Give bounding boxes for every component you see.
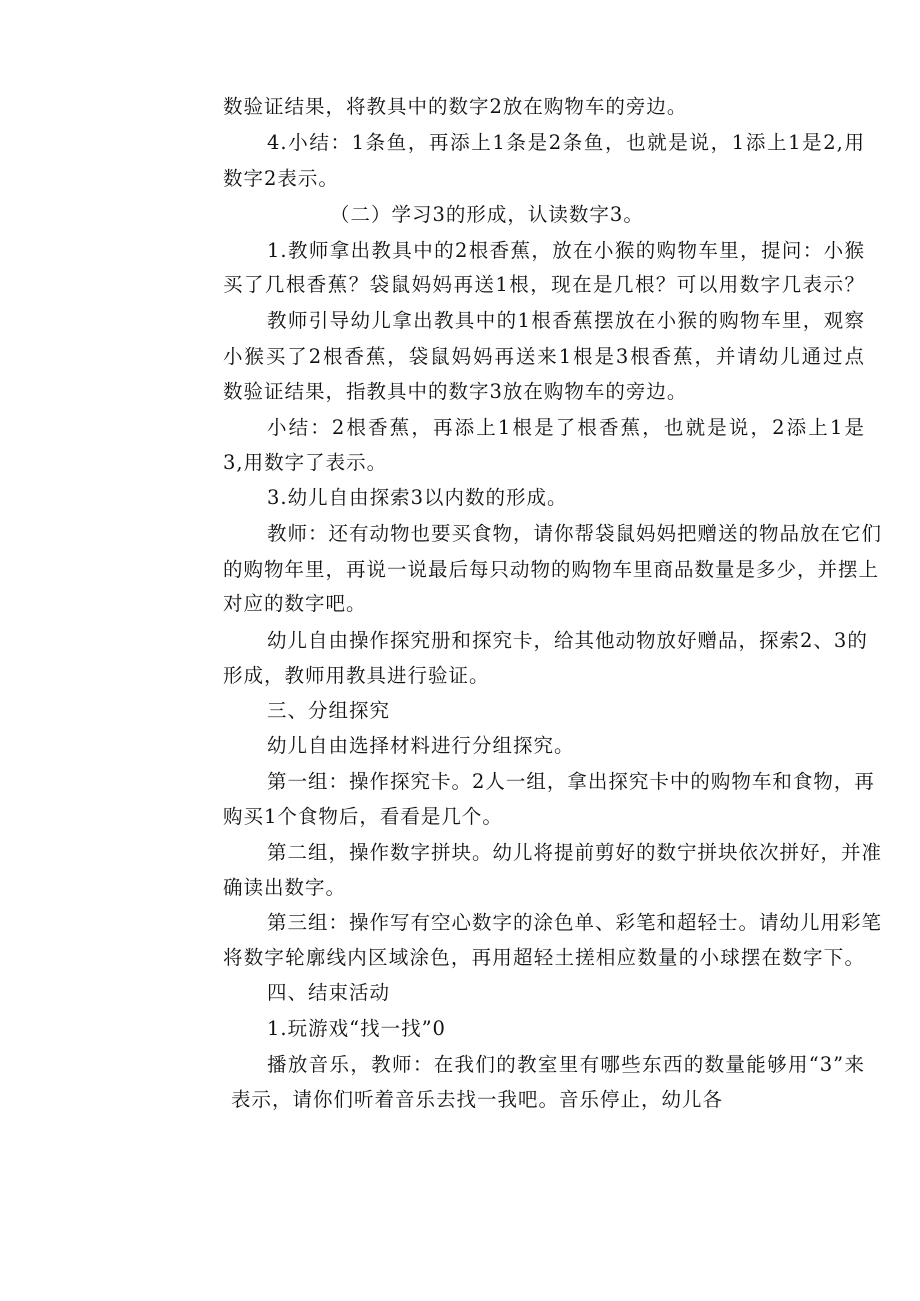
text-line: 幼儿自由操作探究册和探究卡，给其他动物放好赠品，探索2、3的 bbox=[267, 629, 868, 652]
text-line: 数字2表示。 bbox=[223, 167, 339, 190]
text-line: 幼儿自由选择材料进行分组探究。 bbox=[267, 734, 575, 757]
text-line: 3.幼儿自由探索3以内数的形成。 bbox=[267, 486, 568, 509]
text-line: 确读出数字。 bbox=[223, 876, 347, 899]
section-heading: 四、结束活动 bbox=[267, 981, 391, 1004]
text-line: 小结：2根香蕉，再添上1根是了根香蕉，也就是说，2添上1是 bbox=[267, 416, 865, 439]
text-line: 买了几根香蕉？袋鼠妈妈再送1根，现在是几根？可以用数字几表示？ bbox=[223, 273, 865, 296]
text-line: 表示，请你们听着音乐去找一我吧。音乐停止，幼儿各 bbox=[231, 1088, 724, 1111]
text-line: 形成，教师用教具进行验证。 bbox=[223, 664, 490, 687]
text-line: 对应的数字吧。 bbox=[223, 592, 367, 615]
text-line: 教师引导幼儿拿出教具中的1根香蕉摆放在小猴的购物车里，观察 bbox=[267, 309, 865, 332]
text-line: 播放音乐，教师：在我们的教室里有哪些东西的数量能够用“3”来 bbox=[267, 1053, 865, 1076]
text-line: 购买1个食物后，看看是几个。 bbox=[223, 805, 503, 828]
text-line: 第一组：操作探究卡。2人一组，拿出探究卡中的购物车和食物，再 bbox=[267, 770, 875, 793]
text-line: 数验证结果，将教具中的数字2放在购物车的旁边。 bbox=[223, 95, 688, 118]
section-heading: 三、分组探究 bbox=[267, 699, 391, 722]
text-line: 1.玩游戏“找一找”0 bbox=[267, 1017, 446, 1040]
text-line: 数验证结果，指教具中的数字3放在购物车的旁边。 bbox=[223, 380, 688, 403]
text-line: 第二组，操作数字拼块。幼儿将提前剪好的数宁拼块依次拼好，并准 bbox=[267, 841, 883, 864]
text-line: 将数字轮廓线内区域涂色，再用超轻土搓相应数量的小球摆在数字下。 bbox=[223, 946, 865, 969]
text-line: 1.教师拿出教具中的2根香蕉，放在小猴的购物车里，提问：小猴 bbox=[267, 239, 865, 262]
text-line: 的购物年里，再说一说最后每只动物的购物车里商品数量是多少，并摆上 bbox=[223, 558, 880, 581]
text-line: 第三组：操作写有空心数字的涂色单、彩笔和超轻士。请幼儿用彩笔 bbox=[267, 911, 883, 934]
text-line: 3,用数字了表示。 bbox=[223, 451, 388, 474]
text-line: 小猴买了2根香蕉，袋鼠妈妈再送来1根是3根香蕉，并请幼儿通过点 bbox=[223, 345, 865, 368]
section-heading: （二）学习3的形成，认读数字3。 bbox=[330, 203, 644, 226]
text-line: 教师：还有动物也要买食物，请你帮袋鼠妈妈把赠送的物品放在它们 bbox=[267, 522, 883, 545]
text-line: 4.小结：1条鱼，再添上1条是2条鱼，也就是说，1添上1是2,用 bbox=[267, 131, 865, 154]
